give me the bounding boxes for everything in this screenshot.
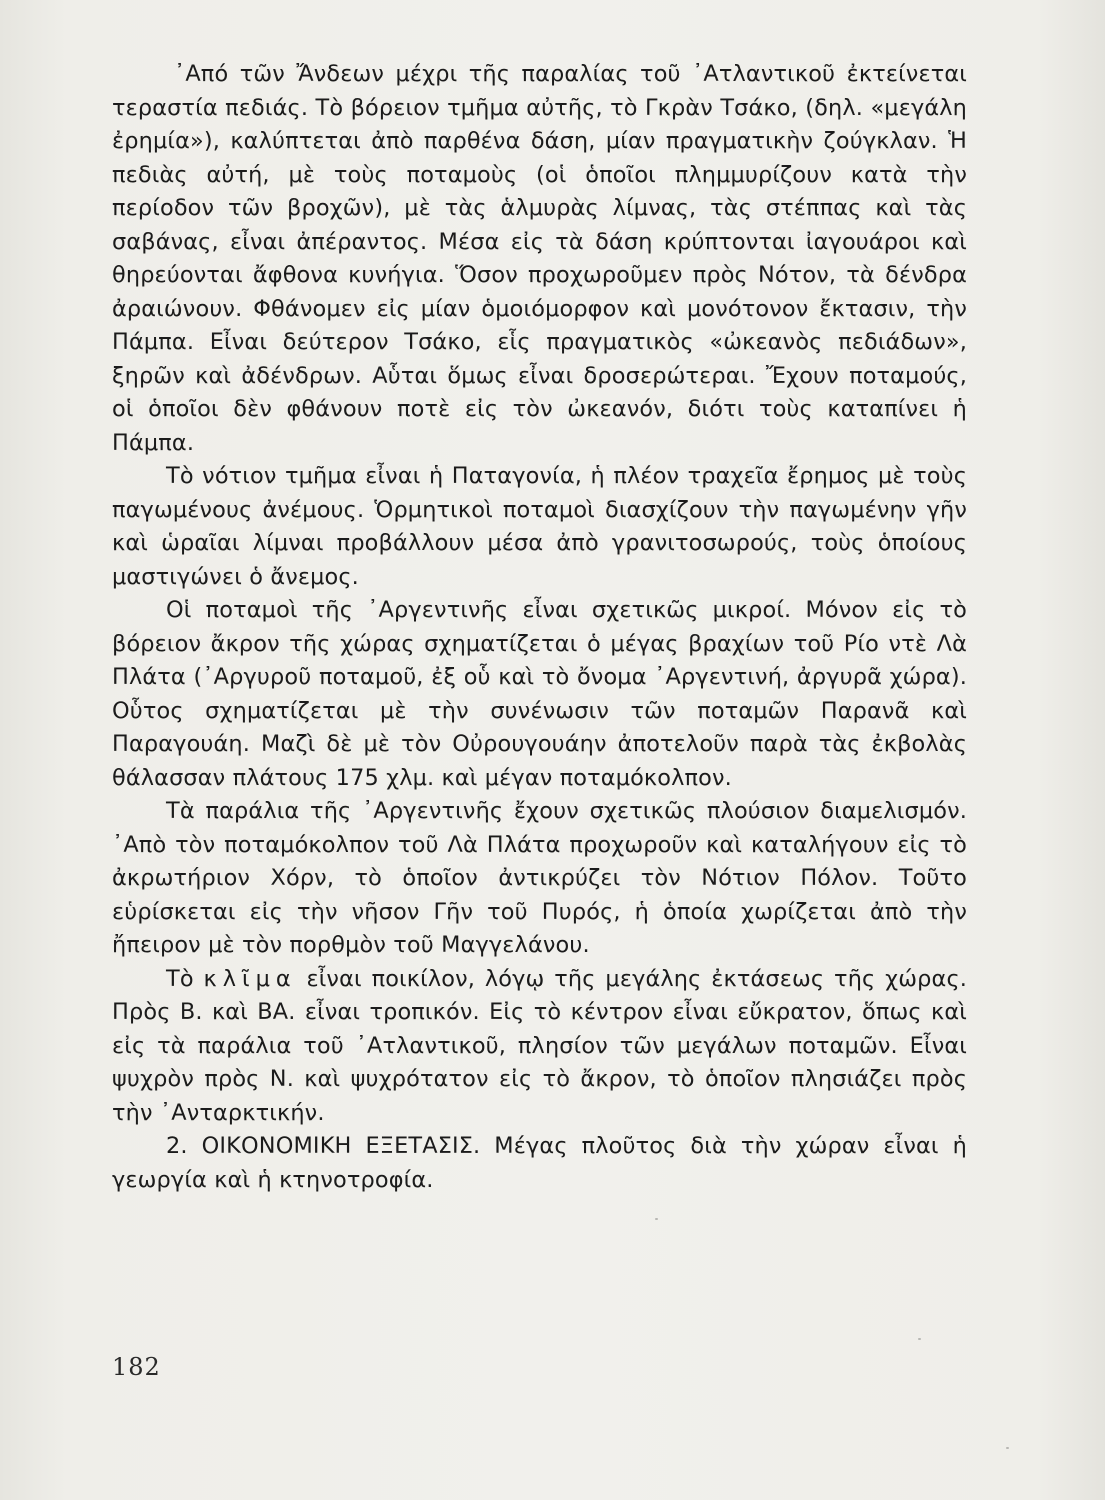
paragraph-rivers: Οἱ ποταμοὶ τῆς ᾿Αργεντινῆς εἶναι σχετικῶς μικροί. Μόνον εἰς τὸ βόρειον ἄκρον τῆς χώρας σχηματίζεται ὁ μέγας βραχίων τοῦ Ρίο ντὲ Λὰ Πλάτα (᾿Αργυροῦ ποταμοῦ, ἐξ οὗ καὶ τὸ ὄνομα ᾿Αργεντινή, ἀργυρᾶ χώρα). Οὗτος σχηματίζεται μὲ τὴν συνένωσιν τῶν ποταμῶν Παρανᾶ καὶ Παραγουάη. Μαζὶ δὲ μὲ τὸν Οὐρουγουάην ἀποτελοῦν παρὰ τὰς ἐκβολὰς θάλασσαν πλάτους 175 χλμ. καὶ μέγαν ποταμόκολπον. [112, 597, 967, 791]
scan-speck [1006, 1447, 1009, 1449]
page-number: 182 [112, 1353, 161, 1381]
paragraph-climate [112, 963, 967, 1131]
body-text [112, 58, 967, 1197]
paragraph-patagonia: Τὸ νότιον τμῆμα εἶναι ἡ Παταγονία, ἡ πλέον τραχεῖα ἔρημος μὲ τοὺς παγωμένους ἀνέμους. Ὁρμητικοὶ ποταμοὶ διασχίζουν τὴν παγωμένην γῆν καὶ ὡραῖαι λίμναι προβάλλουν μέσα ἀπὸ γρανιτοσωρούς, τοὺς ὁποίους μαστιγώνει ὁ ἄνεμος. [112, 463, 967, 590]
climate-lead: Τὸ [166, 965, 204, 992]
paragraph-andes-plain: ᾿Από τῶν Ἄνδεων μέχρι τῆς παραλίας τοῦ ᾿Ατλαντικοῦ ἐκτείνεται τεραστία πεδιάς. Τὸ βόρειον τμῆμα αὐτῆς, τὸ Γκρὰν Τσάκο, (δηλ. «μεγάλη ἐρημία»), καλύπτεται ἀπὸ παρθένα δάση, μίαν πραγματικὴν ζούγκλαν. Ἡ πεδιὰς αὐτή, μὲ τοὺς ποταμοὺς (οἱ ὁποῖοι πλημμυρίζουν κατὰ τὴν περίοδον τῶν βροχῶν), μὲ τὰς ἁλμυρὰς λίμνας, τὰς στέππας καὶ τὰς σαβάνας, εἶναι ἀπέραντος. Μέσα εἰς τὰ δάση κρύπτονται ἰαγουάροι καὶ θηρεύονται ἄφθονα κυνήγια. Ὅσον προχωροῦμεν πρὸς Νότον, τὰ δένδρα ἀραιώνουν. Φθάνομεν εἰς μίαν ὁμοιόμορφον καὶ μονότονον ἔκτασιν, τὴν Πάμπα. Εἶναι δεύτερον Τσάκο, εἷς πραγματικὸς «ὠκεανὸς πεδιάδων», ξηρῶν καὶ ἀδένδρων. Αὗται ὅμως εἶναι δροσερώτεραι. Ἔχουν ποταμούς, οἱ ὁποῖοι δὲν φθάνουν ποτὲ εἰς τὸν ὠκεανόν, διότι τοὺς καταπίνει ἡ Πάμπα. [112, 61, 967, 456]
climate-keyword: κλῖμα [203, 965, 297, 992]
scan-speck [655, 1218, 658, 1220]
climate-text: εἶναι ποικίλον, λόγῳ τῆς μεγάλης ἐκτάσεως τῆς χώρας. Πρὸς Β. καὶ ΒΑ. εἶναι τροπικόν. Εἰς τὸ κέντρον εἶναι εὔκρατον, ὅπως καὶ εἰς τὰ παράλια τοῦ ᾿Ατλαντικοῦ, πλησίον τῶν μεγάλων ποταμῶν. Εἶναι ψυχρὸν πρὸς Ν. καὶ ψυχρότατον εἰς τὸ ἄκρον, τὸ ὁποῖον πλησιάζει πρὸς τὴν ᾿Ανταρκτικήν. [112, 965, 967, 1126]
paragraph-economic-section: 2. ΟΙΚΟΝΟΜΙΚΗ ΕΞΕΤΑΣΙΣ. Μέγας πλοῦτος διὰ τὴν χώραν εἶναι ἡ γεωργία καὶ ἡ κτηνοτροφία. [112, 1133, 967, 1193]
scan-speck [918, 1338, 921, 1340]
paragraph-coastline: Τὰ παράλια τῆς ᾿Αργεντινῆς ἔχουν σχετικῶς πλούσιον διαμελισμόν. ᾿Απὸ τὸν ποταμόκολπον τοῦ Λὰ Πλάτα προχωροῦν καὶ καταλήγουν εἰς τὸ ἀκρωτήριον Χόρν, τὸ ὁποῖον ἀντικρύζει τὸν Νότιον Πόλον. Τοῦτο εὑρίσκεται εἰς τὴν νῆσον Γῆν τοῦ Πυρός, ἡ ὁποία χωρίζεται ἀπὸ τὴν ἤπειρον μὲ τὸν πορθμὸν τοῦ Μαγγελάνου. [112, 798, 967, 958]
